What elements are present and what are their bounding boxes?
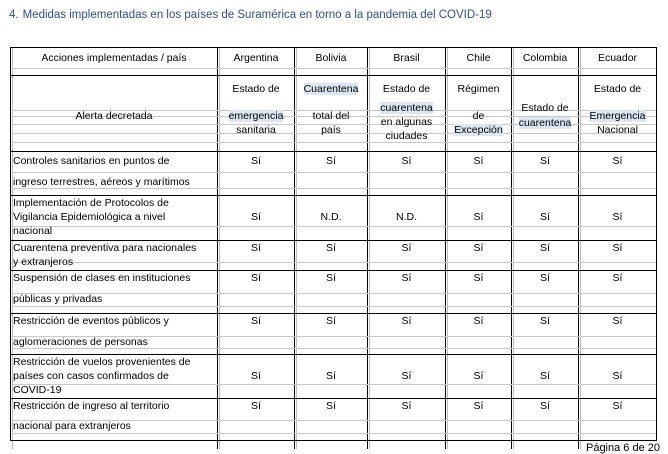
alert-argentina-line: [218, 110, 294, 123]
table-border-right: [656, 47, 657, 440]
alert-argentina-line: sanitaria: [236, 124, 276, 136]
value-bolivia: Sí: [326, 370, 336, 382]
alert-argentina-line: Estado de: [232, 83, 280, 95]
row-action-line: Implementación de Protocolos de: [13, 197, 169, 209]
alert-bolivia-line: [295, 83, 367, 96]
value-brasil: Sí: [401, 400, 412, 412]
value-brasil: Sí: [401, 315, 412, 327]
value-ecuador: Sí: [612, 272, 623, 284]
page-footer: Página 6 de 20: [585, 442, 660, 454]
value-chile: Sí: [473, 370, 484, 382]
row-border: [10, 313, 657, 314]
header-actions: Acciones implementadas / país: [41, 52, 187, 64]
value-argentina: Sí: [251, 400, 261, 412]
value-ecuador: Sí: [612, 242, 623, 254]
value-colombia: Sí: [540, 370, 550, 382]
highlighted-text: Cuarentena: [303, 83, 359, 95]
row-action-line: públicas y privadas: [13, 293, 103, 305]
row-border: [10, 240, 657, 241]
value-colombia: Sí: [540, 155, 550, 167]
value-chile: Sí: [473, 272, 484, 284]
value-colombia: Sí: [540, 272, 550, 284]
value-brasil: Sí: [401, 370, 412, 382]
value-colombia: Sí: [540, 242, 550, 254]
highlighted-text: Excepción: [454, 124, 503, 136]
alert-row-label: Alerta decretada: [75, 110, 153, 122]
value-chile: Sí: [473, 211, 484, 223]
section-title-text: Medidas implementadas en los países de Suramérica en torno a la pandemia del COVID-19: [22, 9, 492, 21]
header-country-argentina: Argentina: [233, 52, 279, 64]
value-colombia: Sí: [540, 211, 550, 223]
row-action-line: y extranjeros: [13, 256, 74, 268]
value-brasil: N.D.: [396, 211, 417, 223]
alert-chile-line: de: [472, 110, 485, 122]
gridline: [12, 433, 656, 434]
alert-chile-line: Régimen: [457, 83, 500, 95]
highlighted-text: emergencia: [228, 110, 284, 122]
row-action-line: COVID-19: [13, 384, 62, 396]
value-bolivia: Sí: [326, 315, 336, 327]
alert-brasil-line: ciudades: [385, 130, 428, 142]
header-country-chile: Chile: [466, 52, 491, 64]
alert-bolivia-line: total del: [312, 110, 350, 122]
header-country-brasil: Brasil: [393, 52, 420, 64]
value-ecuador: Sí: [612, 400, 623, 412]
row-action-line: Cuarentena preventiva para nacionales: [13, 242, 197, 254]
value-brasil: Sí: [401, 272, 412, 284]
value-argentina: Sí: [251, 242, 261, 254]
header-country-bolivia: Bolivia: [315, 52, 347, 64]
row-action-line: Suspensión de clases en instituciones: [13, 272, 191, 284]
value-chile: Sí: [473, 315, 484, 327]
gridline: [12, 68, 656, 69]
value-bolivia: Sí: [326, 242, 336, 254]
value-argentina: Sí: [251, 370, 261, 382]
value-bolivia: Sí: [326, 400, 336, 412]
alert-ecuador-line: Estado de: [593, 83, 642, 95]
alert-ecuador-line: [579, 110, 656, 123]
value-ecuador: Sí: [612, 370, 623, 382]
row-action-line: Vigilancia Epidemiológica a nivel: [13, 211, 166, 223]
row-action-line: Restricción de ingreso al territorio: [13, 400, 170, 412]
value-argentina: Sí: [251, 155, 261, 167]
highlighted-text: cuarentena: [518, 117, 572, 129]
row-border: [10, 151, 657, 152]
value-chile: Sí: [473, 155, 484, 167]
value-chile: Sí: [473, 400, 484, 412]
value-bolivia: N.D.: [320, 211, 342, 223]
value-brasil: Sí: [401, 155, 412, 167]
alert-chile-line: [446, 124, 511, 137]
highlighted-text: cuarentena: [380, 102, 433, 114]
value-bolivia: Sí: [326, 155, 336, 167]
row-action-line: Restricción de vuelos provenientes de: [13, 356, 191, 368]
highlighted-text: Emergencia: [589, 110, 646, 122]
row-border: [10, 440, 657, 441]
row-border: [10, 75, 657, 76]
row-action-line: ingreso terrestres, aéreos y marítimos: [13, 176, 190, 188]
row-border: [10, 354, 657, 355]
row-border: [10, 270, 657, 271]
alert-brasil-line: [368, 102, 445, 115]
row-action-line: Controles sanitarios en puntos de: [13, 155, 170, 167]
value-ecuador: Sí: [612, 315, 623, 327]
header-country-colombia: Colombia: [522, 52, 568, 64]
alert-brasil-line: Estado de: [382, 83, 431, 95]
value-colombia: Sí: [540, 400, 550, 412]
row-action-line: países con casos confirmados de: [13, 370, 169, 382]
value-colombia: Sí: [540, 315, 550, 327]
value-argentina: Sí: [251, 272, 261, 284]
gridline: [12, 142, 656, 143]
header-country-ecuador: Ecuador: [597, 52, 638, 64]
value-ecuador: Sí: [612, 211, 623, 223]
row-border: [10, 195, 657, 196]
row-border: [10, 398, 657, 399]
section-number: 4.: [9, 9, 19, 21]
value-ecuador: Sí: [612, 155, 623, 167]
value-chile: Sí: [473, 242, 484, 254]
alert-colombia-line: [512, 117, 578, 130]
alert-bolivia-line: país: [321, 124, 341, 136]
alert-colombia-line: Estado de: [521, 102, 569, 114]
gridline: [12, 306, 656, 307]
row-action-line: nacional para extranjeros: [13, 420, 131, 432]
table-border-left: [10, 47, 11, 440]
alert-ecuador-line: Nacional: [597, 124, 638, 136]
value-argentina: Sí: [251, 315, 261, 327]
row-border: [10, 47, 657, 48]
value-bolivia: Sí: [326, 272, 336, 284]
value-argentina: Sí: [251, 211, 261, 223]
gridline: [12, 172, 656, 173]
row-action-line: aglomeraciones de personas: [13, 336, 148, 348]
row-action-line: nacional: [13, 225, 53, 237]
value-brasil: Sí: [401, 242, 412, 254]
row-action-line: Restricción de eventos públicos y: [13, 315, 169, 327]
alert-brasil-line: en algunas: [380, 116, 433, 128]
